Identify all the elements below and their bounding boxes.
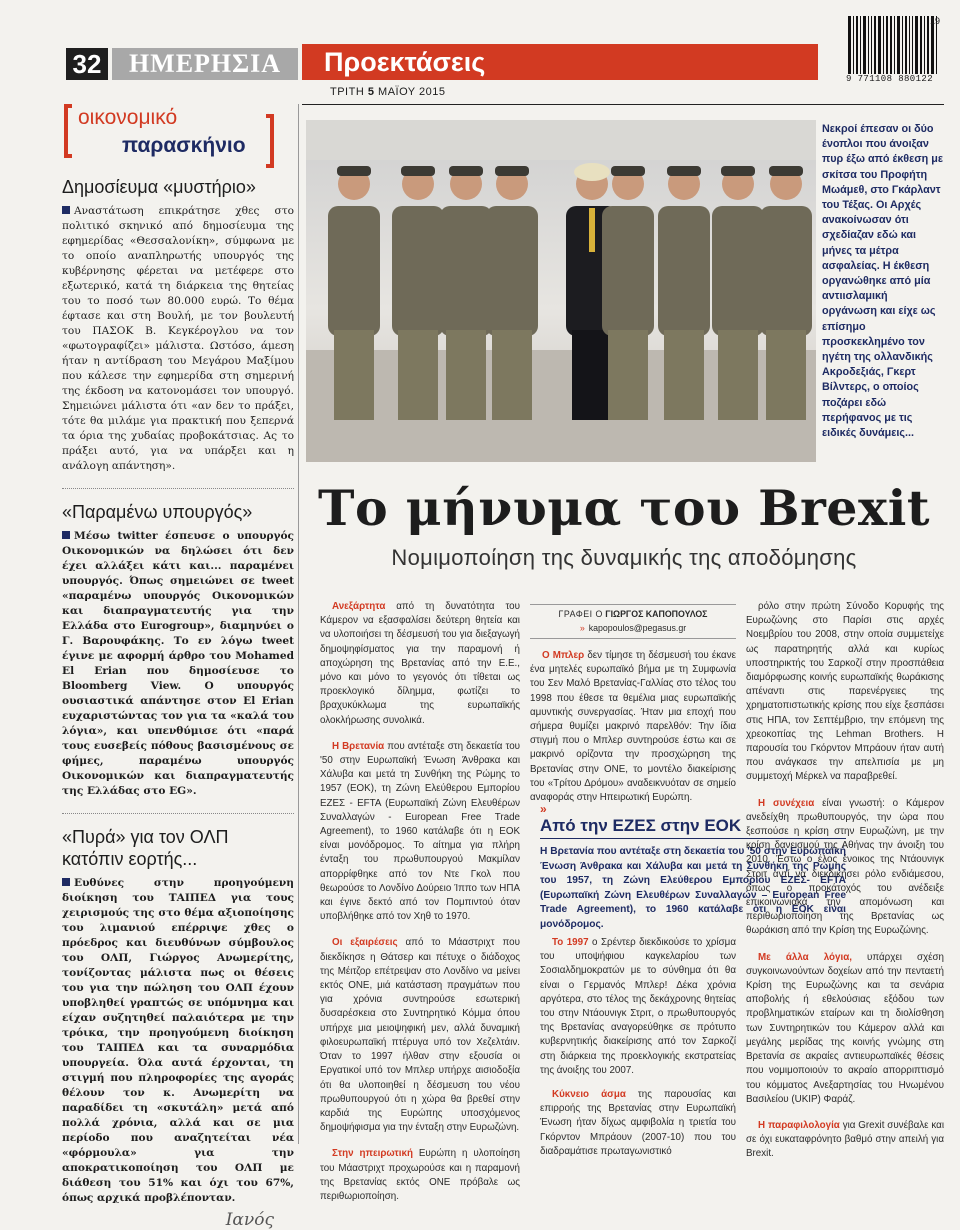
person-cap	[495, 166, 529, 176]
person-body	[486, 206, 538, 336]
section-title: Προεκτάσεις	[302, 44, 818, 80]
page-number: 32	[66, 48, 108, 80]
barcode-bar	[897, 16, 900, 74]
article-subheadline: Νομιμοποίηση της δυναμικής της αποδόμησης	[391, 545, 857, 570]
barcode-bar	[863, 16, 866, 74]
bullet-square-icon	[62, 206, 70, 214]
barcode-bar	[920, 16, 922, 74]
sidebar-heading-2: «Παραμένω υπουργός»	[62, 502, 253, 522]
article-headline: Το μήνυμα του Brexit	[318, 479, 930, 537]
barcode-bar	[860, 16, 861, 74]
photo-caption: Νεκροί έπεσαν οι δύο ένοπλοι που άνοιξαν πυρ έξω από έκθεση με σκίτσα του Προφήτη Μωάμεθ, στο Γκάρλαντ του Τέξας. Οι Αρχές ανακοίνωσαν ότι σχεδίαζαν εδώ και μήνες τα μέτρα ασφαλείας. Η έκθεση οργανώθηκε από μία αντιισλαμική οργάνωση και είχε ως επίσημο προσκεκλημένο τον ηγέτη της ολλανδικής Ακροδεξιάς, Γκερτ Βίλντερς, ο οποίος ποζάρει εδώ περήφανος με τις ειδικές δυνάμεις...	[822, 123, 943, 440]
article-paragraph	[320, 740, 520, 925]
news-photo	[306, 120, 816, 462]
bracket-left-icon	[64, 104, 72, 158]
column-logo	[62, 100, 294, 168]
article-paragraph	[540, 1088, 736, 1159]
barcode-bar	[874, 16, 876, 74]
person-body	[760, 206, 812, 336]
person-legs	[398, 330, 438, 420]
barcode-bar	[883, 16, 884, 74]
column-logo-line1: οικονομικό	[78, 106, 178, 129]
paragraph-text: υπάρχει σχέση συγκοινωνούντων δοχείων από την πενταετή Κρίση της Ευρωζώνης και τα σενάρια αποβολής ή εθελούσιας εξόδου των προβληματικών εταίρων και τη διολίσθηση των Συντηρητικών του Κάμερον αλλά και μεγάλης μερίδας της κοινής γνώμης στη Βρετανία σε ακραίες αντιευρωπαϊκές θέσεις που νομιμοποιούν το ακραίο απορριπτισμό του κόμματος Ανεξαρτησίας του Ηνωμένου Βασιλείου (UKIP) Φαράζ.	[746, 951, 944, 1105]
barcode-bar	[878, 16, 881, 74]
person-body	[392, 206, 444, 336]
paragraph-text: ρόλο στην πρώτη Σύνοδο Κορυφής της Ευρωζώνης στο Παρίσι στις αρχές Νοεμβρίου του 2008, στην οποία συμμετείχε ως παρατηρητής αλλά και κυρίως υποστηρικτής του Σαρκοζί στην προσπάθεια διαμόρφωσης κοινής ευρωπαϊκής θωράκισης απέναντι στις παρενέργειες της χρηματοπιστωτικής κρίσης που είχε ξεσπάσει στις ΗΠΑ, τον Σεπτέμβριο, την επόμενη της χρεοκοπίας της Lehman Brothers. Η παρουσία του Γκόρντον Μπράουν ήταν αυτή που ανάγκασε την απελπισία με μη συμμετοχή Μέρκελ να παραβρεθεί.	[746, 601, 944, 783]
byline-author: ΓΙΩΡΓΟΣ ΚΑΠΟΠΟΥΛΟΣ	[605, 609, 708, 619]
paragraph-lead: Στην ηπειρωτική	[332, 1148, 413, 1160]
person-cap	[667, 166, 701, 176]
person-cap	[337, 166, 371, 176]
subsection-title: » Από την ΕΖΕΣ στην ΕΟΚ	[540, 804, 846, 839]
article-paragraph	[320, 600, 520, 728]
article-paragraph	[746, 600, 944, 785]
person-body	[602, 206, 654, 336]
paragraph-lead: Με άλλα λόγια,	[758, 951, 852, 963]
paragraph-text: ο Σρέντερ διεκδικούσε το χρίσμα του υποψήφιου καγκελαρίου των Σοσιαλδημοκρατών με το σύνθημα ότι θα είναι ο Γερμανός Μπλερ! Δέκα χρόνια αργότερα, στο τέλος της δεκάχρονης θητείας του στην Ντάουνιγκ Στριτ, ο πρωθυπουργός της Βρετανίας αναγορεύθηκε σε πρότυπο κυβερνητικής διακείρισης από τον Σαρκοζί στη διάρκεια της προεκλογικής εκστρατείας της άνοιξης του 2007.	[540, 937, 736, 1076]
paragraph-lead: Ο Μπλερ	[542, 650, 585, 661]
paragraph-text: δεν τίμησε τη δέσμευσή του έκανε ένα μητελές ευρωπαϊκό βήμα με τη Συμφωνία του Σεν Μαλό Βρετανίας-Γαλλίας στο τέλος του 1998 που έθεσε τα θεμέλια μιας ευρωπαϊκής αμυντικής συνεργασίας. Ήταν μια εποχή που σήμερα θυμίζει μακρινό παρελθόν: Την ίδια στιγμή που ο Μπλερ συντηρούσε έστω και σε μακρινό ορίζοντα την προσχώρηση της Βρετανίας στην ΟΝΕ, το μοντέλο διακείρισης του «Τρίτου Δρόμου» αναδεικνυόταν σε σημείο αναφοράς στην Ηπειρωτική Ευρώπη.	[530, 650, 736, 804]
person-legs	[766, 330, 806, 420]
date-day: ΤΡΙΤΗ	[330, 86, 365, 98]
sidebar-text-2-body: Μέσω twitter έσπευσε ο υπουργός Οικονομικών να δηλώσει ότι δεν έχει αλλάξει κάτι και... παραμένει υπουργός. Όπως σημειώνει σε tweet «παραμένω υπουργός Οικονομικών και διαπραγματευτής για την Ελλάδα στο Eurogroup», διαμηνύει ο Γ. Βαρουφάκης. Το εν λόγω tweet έγινε με αφορμή άρθρο του Mohamed El Erian που δημοσίευσε το Bloomberg View. Ο υπουργός ουσιαστικά απάντησε στον El Erian ευχαριστώντας τον για τα «καλά του λόγια», και υπενθύμισε ότι «παρά τους ευσεβείς πόθους βασισμένους σε φήμες, παραμένω υπουργός Οικονομικών και διαπραγματευτής της Ελλάδας στο EG».	[62, 530, 294, 797]
article-paragraph	[540, 936, 736, 1078]
date-number: 5	[367, 86, 375, 98]
article-column-2	[530, 604, 736, 817]
bullet-square-icon	[62, 878, 70, 886]
article-paragraph	[746, 951, 944, 1107]
article-paragraph	[320, 1147, 520, 1204]
sidebar-text-3	[62, 876, 294, 1206]
sidebar-text-1-body: Αναστάτωση επικράτησε χθες στο πολιτικό σκηνικό από δημοσίευμα της εφημερίδας «Θεσσαλονίκη», σύμφωνα με το οποίο αναπληρωτής υπουργός της κυβέρνησης φέρεται να μετέφερε στο εξωτερικό, κατά τη διάρκεια της θητείας του το ποσό των 80.000 ευρώ. Το θέμα έφτασε και στη Βουλή, με τον βουλευτή του ΠΑΣΟΚ Β. Κεγκέρογλου να τον «φωτογραφίζει» μάλιστα. Ωστόσο, άμεση ήταν η αντίδραση του Μεγάρου Μαξίμου που κάλεσε την εφημερίδα στη σημερινή της έκδοση να κατονομάσει τον υπουργό. Σημειώνει μάλιστα ότι «αν δεν το πράξει, τότε θα μιλάμε για πρακτική που ξεπερνά τα όρια της χυδαίας προβοκάτσιας. Ας το πράξει αυτό, για να υπάρξει και η ανάλογη απάντηση».	[62, 205, 294, 472]
byline	[530, 604, 736, 639]
paragraph-lead: Η Βρετανία	[332, 740, 385, 752]
article-column-1	[320, 600, 520, 1216]
bracket-right-icon	[266, 114, 274, 168]
barcode-number: 9 771108 880122	[846, 74, 934, 84]
column-logo-line2: παρασκήνιο	[122, 134, 246, 157]
person-cap	[449, 166, 483, 176]
paragraph-text: της παρουσίας και επιρροής της Βρετανίας στην Ευρωπαϊκή Ένωση ήταν δίχως αμφιβολία η τριετία του Γκόρντον Μπράουν (2007-10) που του διαδραμάτισε πρωταγωνιστικό	[540, 1089, 736, 1157]
author-signature: Ιανός	[225, 1210, 274, 1230]
person-legs	[718, 330, 758, 420]
barcode-bar	[912, 16, 913, 74]
barcode-bar	[915, 16, 918, 74]
person-cap	[401, 166, 435, 176]
paragraph-lead: Η συνέχεια	[758, 797, 815, 809]
person-legs	[608, 330, 648, 420]
barcode-bar	[890, 16, 892, 74]
person-legs	[492, 330, 532, 420]
issue-date	[330, 86, 445, 98]
person-legs	[446, 330, 486, 420]
barcode-bar	[871, 16, 872, 74]
paragraph-text: από το Μάαστριχτ που διεκδίκησε η Θάτσερ και πέτυχε ο διάδοχος της Μέιτζορ επέτρεψαν στο Λονδίνο να μείνει εκτός ΟΝΕ, μιά κατάσταση πραγμάτων που για χρόνια συντηρούσε εσωτερική δυσαρέσκεια στο Συντηρητικό Κόμμα όπου υπήρχε μια μειοψηφική μεν, αλλά δυναμική φιλοευρωπαϊκή πτέρυγα υπό τον Χεζελτάιν. Όταν το 1997 ήλθαν στην εξουσία οι Εργατικοί υπό τον Μπλερ υπήρχε αισιοδοξία ότι θα υλοποιηθεί η δέσμευση του νέου πρωθυπουργού ότι η χώρα θα βρεθεί στην καρδιά της Ευρώπης υποσχόμενος δημοψήφισμα για την ένταξη στην Ευρωζώνη.	[320, 937, 520, 1134]
paragraph-text: που αντέταξε στη δεκαετία του '50 στην Ευρωπαϊκή Ένωση Άνθρακα και Χάλυβα και μετά τη Συνθήκη της Ρώμης το 1957 (ΕΟΚ), τη Ζώνη Ελεύθερου Εμπορίου ΕΖΕΣ - EFTA (Ευρωπαϊκή Ζώνη Ελευθέρων Συναλλαγών - European Free Trade Agreement), το 1960 κατάλαβε ότι η ΕΟΚ είναι μονόδρομος. Το αίτημα για πλήρη ένταξη του πρωθυπουργού Μακμίλαν απορρίφθηκε από τον Ντε Γκολ που θεωρούσε το Λονδίνο Δούρειο Ίππο των ΗΠΑ και έγινε δεκτό από τον Πομπιντού όταν υποβλήθηκε από τον Χηθ το 1970.	[320, 740, 520, 923]
person-body	[712, 206, 764, 336]
bullet-square-icon	[62, 531, 70, 539]
person-cap	[721, 166, 755, 176]
article-column-2-continued	[540, 936, 736, 1169]
sidebar-separator	[62, 813, 294, 814]
sidebar-separator	[62, 488, 294, 489]
paragraph-lead: Κύκνειο άσμα	[552, 1089, 626, 1101]
sidebar-text-2	[62, 529, 294, 799]
paper-name: ΗΜΕΡΗΣΙΑ	[112, 48, 298, 80]
barcode-bar	[856, 16, 858, 74]
person-legs	[334, 330, 374, 420]
date-month-year: ΜΑΪΟΥ 2015	[378, 86, 446, 98]
article-paragraph	[746, 797, 944, 939]
barcode-bar	[902, 16, 903, 74]
person-body	[328, 206, 380, 336]
article-column-3	[746, 600, 944, 1174]
paragraph-text: Ευρώπη η υλοποίηση του Μάαστριχτ προχωρούσε και η παραμονή της Βρετανίας εκτός ΟΝΕ πρόβαλε ως περιθωριοποίηση.	[320, 1148, 521, 1202]
paragraph-text: για Grexit συνέβαλε και σε όχι ευκαταφρόνητο βαθμό στην απειλή για Brexit.	[746, 1119, 944, 1160]
person-cap	[611, 166, 645, 176]
header-divider	[302, 104, 944, 105]
barcode-bar	[924, 16, 925, 74]
person-legs	[572, 330, 612, 420]
sidebar-heading-3: «Πυρά» για τον ΟΛΠ κατόπιν εορτής...	[62, 827, 229, 869]
barcode-bar	[894, 16, 895, 74]
paragraph-lead: Οι εξαιρέσεις	[332, 937, 398, 949]
paragraph-text: είναι γνωστή: ο Κάμερον ανεδείχθη πρωθυπουργός, την ώρα που ξεσπούσε η κρίση στην Ευρωζώνη, με την κρίση δανεισμού της Αθήνας την άνοιξη του 2010. Έστω ο έλος ένοικος της Ντάουνιγκ Στριτ αντί να διεκδικήσει ρόλο ενδιάμεσου, όπως ο προκάτοχός του ανέδειξε επικοινωνιακά την απομόνωση και περιθωριοποίηση της Βρετανίας ως θωράκιση από την Κρίση της Ευρωζώνης.	[746, 797, 944, 937]
person-tie	[589, 208, 595, 252]
column-divider	[298, 104, 299, 1144]
person-body	[658, 206, 710, 336]
article-paragraph	[320, 936, 520, 1135]
issue-number: 19	[930, 16, 941, 26]
sidebar-heading-1: Δημοσίευμα «μυστήριο»	[62, 177, 256, 197]
person-legs	[664, 330, 704, 420]
byline-email: » kapopoulos@pegasus.gr	[530, 623, 736, 633]
paragraph-text: από τη δυνατότητα του Κάμερον να εξασφαλίσει δεύτερη θητεία και να υλοποιήσει τη δέσμευσή του για διεξαγωγή δημοψηφίσματος για την παραμονή ή αποχώρηση της Βρετανίας από την Ε.Ε., μόνο και μόνο το γεγονός ότι τίθεται ως προεκλογικό δίλημμα, φωτίζει το βραχυκύκλωμα της ευρωπαϊκής ολοκλήρωσης συνολικά.	[320, 601, 520, 726]
sidebar-column	[62, 100, 294, 1230]
article-paragraph	[530, 649, 736, 805]
photo-illustration	[306, 120, 816, 462]
article-paragraph	[746, 1119, 944, 1162]
subsection-text: Η Βρετανία που αντέταξε στη δεκαετία του '50 στην Ευρωπαϊκή Ένωση Άνθρακα και Χάλυβα και μετά τη Συνθήκη της Ρώμης του 1957, τη Ζώνη Ελεύθερου Εμπορίου ΕΖΕΣ- EFTA (Ευρωπαϊκή Ζώνη Ελευθέρων Συναλλαγών – European Free Trade Agreement), το 1960 κατάλαβε ότι η ΕΟΚ είναι μονόδρομος.	[540, 846, 846, 930]
paragraph-lead: Ανεξάρτητα	[332, 601, 386, 612]
person-body	[440, 206, 492, 336]
sidebar-text-3-body: Ευθύνες στην προηγούμενη διοίκηση του ΤΑΙΠΕΔ για τους χειρισμούς της στο θέμα αξιοποίησης του λιμανιού επέρριψε χθες ο πρόεδρος και διευθύνων σύμβουλος του ΟΛΠ, Γιώργος Ανωμερίτης, τονίζοντας μάλιστα πως οι θέσεις του για την πώληση του ΟΛΠ έχουν υποβληθεί γραπτώς σε υπόμνημα και είχαν συζητηθεί παλαιότερα με την τρόικα, την προηγούμενη διοίκηση του ΤΑΙΠΕΔ και τα συναρμόδια υπουργεία. Όλα αυτά έρχονται, τη στιγμή που πληροφορίες της αγοράς θέλουν τον κ. Ανωμερίτη να παραδίδει τη «σκυτάλη» μετά από πολλά χρόνια, αλλά και σε μια περίοδο που αναζητείται νέα «φόρμουλα» για την αποκρατικοποίηση του ΟΛΠ με διάθεση του 51% και όχι του 67%, όπως αρχικά προβλέπονταν.	[62, 877, 294, 1204]
barcode-bar	[868, 16, 869, 74]
article-column-2-body	[530, 649, 736, 805]
sidebar-text-1	[62, 204, 294, 474]
paragraph-lead: Η παραφιλολογία	[758, 1119, 840, 1131]
barcode-bar	[927, 16, 929, 74]
barcode-bar	[853, 16, 854, 74]
barcode-bar	[848, 16, 851, 74]
barcode-bar	[905, 16, 907, 74]
person-hair	[574, 163, 610, 181]
byline-role: ΓΡΑΦΕΙ Ο	[558, 609, 603, 619]
person-cap	[769, 166, 803, 176]
barcode-bar	[909, 16, 910, 74]
paragraph-lead: Το 1997	[552, 937, 589, 948]
barcode-bar	[886, 16, 888, 74]
